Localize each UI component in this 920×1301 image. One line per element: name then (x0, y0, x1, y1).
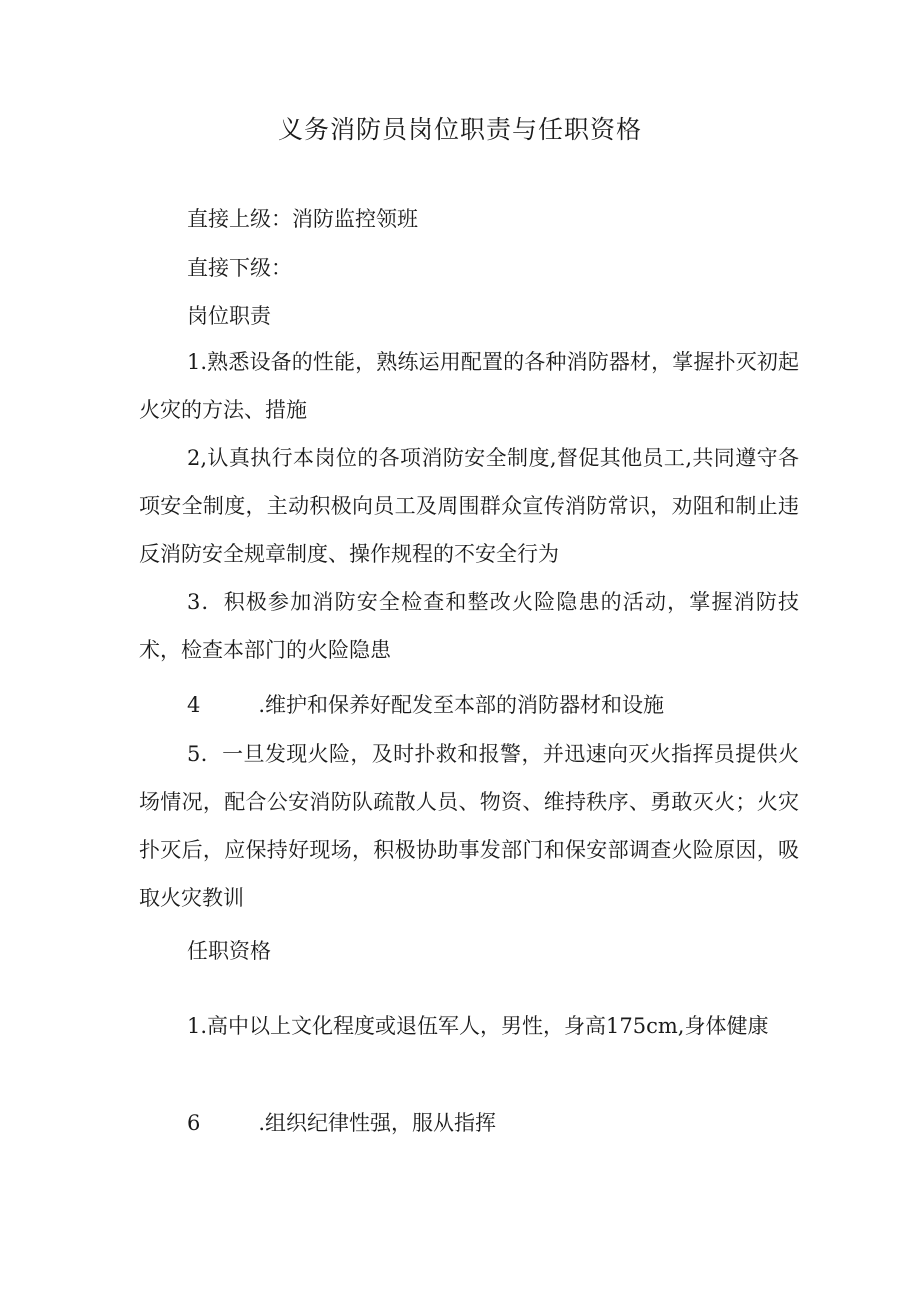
duty-item-2: 2,认真执行本岗位的各项消防安全制度,督促其他员工,共同遵守各项安全制度，主动积极向员工及周围群众宣传消防常识，劝阻和制止违反消防安全规章制度、操作规程的不安全行为 (139, 446, 799, 566)
qualification-item-6-text: .组织纪律性强，服从指挥 (258, 1111, 497, 1135)
direct-supervisor: 直接上级：消防监控领班 (187, 207, 418, 231)
qualification-item-1: 1.高中以上文化程度或退伍军人，男性，身高175cm,身体健康 (187, 1014, 769, 1038)
duty-item-5: 5．一旦发现火险，及时扑救和报警，并迅速向灭火指挥员提供火场情况，配合公安消防队疏散人员、物资、维持秩序、勇敢灭火；火灾扑灭后，应保持好现场，积极协助事发部门和保安部调查火险原因，吸取火灾教训 (139, 742, 799, 910)
duty-item-5-block (139, 730, 799, 922)
duty-item-3: 3．积极参加消防安全检查和整改火险隐患的活动，掌握消防技术，检查本部门的火险隐患 (139, 590, 799, 662)
qualification-item-6 (187, 1108, 496, 1138)
duty-item-4 (187, 690, 664, 720)
qualifications-heading: 任职资格 (187, 939, 271, 963)
duties-heading: 岗位职责 (187, 304, 271, 328)
qualification-item-6-number: 6 (187, 1111, 201, 1135)
duties-list (139, 338, 799, 674)
direct-subordinate: 直接下级： (187, 256, 292, 280)
duty-item-4-text: .维护和保养好配发至本部的消防器材和设施 (258, 693, 665, 717)
duty-item-1: 1.熟悉设备的性能，熟练运用配置的各种消防器材，掌握扑灭初起火灾的方法、措施 (139, 350, 799, 422)
duty-item-4-number: 4 (187, 693, 201, 717)
document-title: 义务消防员岗位职责与任职资格 (277, 115, 642, 144)
qualification-1-block (139, 997, 799, 1055)
